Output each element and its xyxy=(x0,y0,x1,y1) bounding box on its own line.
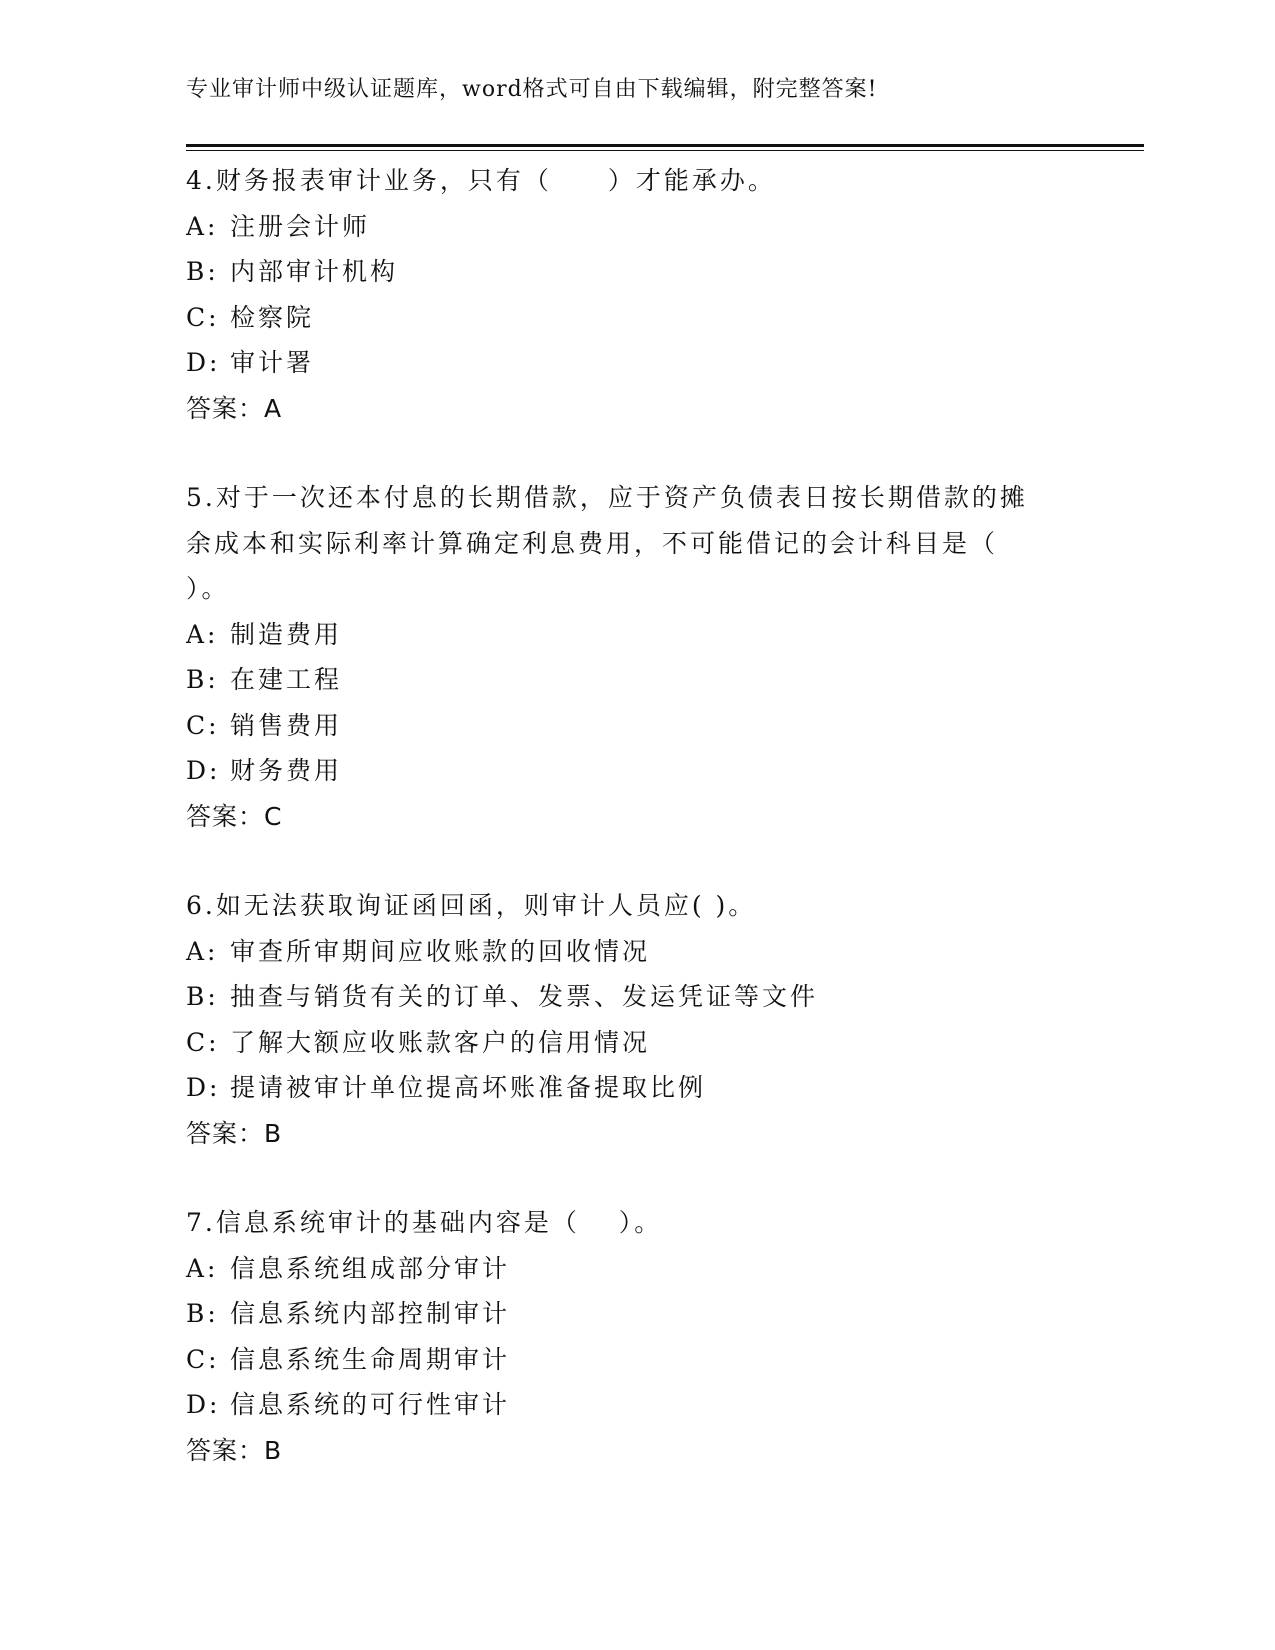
option-text: 信息系统组成部分审计 xyxy=(230,1253,511,1283)
header-rule-thin xyxy=(186,150,1144,151)
option-letter: A: xyxy=(186,211,219,241)
option-letter: A: xyxy=(186,936,219,966)
question-stem: 6.如无法获取询证函回函，则审计人员应( )。 xyxy=(186,891,757,920)
question-block xyxy=(186,883,1086,1156)
question-block xyxy=(186,158,1086,431)
question-list xyxy=(186,158,1086,1517)
option-letter: B: xyxy=(186,1299,219,1328)
question-stem: 7.信息系统审计的基础内容是（ ）。 xyxy=(186,1208,663,1237)
question-stem: 5.对于一次还本付息的长期借款，应于资产负债表日按长期借款的摊 xyxy=(186,483,1028,512)
option-row xyxy=(186,1020,1086,1066)
option-text: 检察院 xyxy=(230,302,315,332)
option-letter: D: xyxy=(186,1073,221,1102)
option-letter: B: xyxy=(186,257,219,286)
option-letter: B: xyxy=(186,982,219,1011)
option-letter: B: xyxy=(186,665,219,694)
option-letter: A: xyxy=(186,1253,219,1283)
option-text: 提请被审计单位提高坏账准备提取比例 xyxy=(230,1073,707,1102)
question-block xyxy=(186,475,1086,839)
answer-line: 答案：B xyxy=(186,1435,283,1465)
option-letter: A: xyxy=(186,619,219,649)
answer-line: 答案：A xyxy=(186,393,283,423)
option-row xyxy=(186,340,1086,386)
option-row xyxy=(186,1382,1086,1428)
answer-line: 答案：B xyxy=(186,1118,283,1148)
option-text: 在建工程 xyxy=(230,665,343,694)
option-row xyxy=(186,249,1086,295)
option-letter: D: xyxy=(186,1390,221,1419)
option-row xyxy=(186,295,1086,341)
option-text: 制造费用 xyxy=(230,619,343,649)
option-text: 信息系统内部控制审计 xyxy=(230,1299,511,1328)
question-stem: 余成本和实际利率计算确定利息费用，不可能借记的会计科目是（ xyxy=(186,528,999,558)
option-row xyxy=(186,657,1086,703)
option-text: 抽查与销货有关的订单、发票、发运凭证等文件 xyxy=(230,982,819,1011)
option-row xyxy=(186,748,1086,794)
answer-line: 答案：C xyxy=(186,801,283,831)
option-row xyxy=(186,703,1086,749)
option-text: 注册会计师 xyxy=(230,211,371,241)
option-letter: D: xyxy=(186,756,221,785)
option-letter: C: xyxy=(186,302,220,332)
page-header: 专业审计师中级认证题库，word格式可自由下载编辑，附完整答案! xyxy=(186,77,878,102)
option-letter: C: xyxy=(186,1344,220,1374)
question-block xyxy=(186,1200,1086,1473)
option-text: 信息系统的可行性审计 xyxy=(230,1390,511,1419)
option-text: 审计署 xyxy=(230,348,315,377)
option-row xyxy=(186,204,1086,250)
option-text: 了解大额应收账款客户的信用情况 xyxy=(230,1027,651,1057)
option-text: 内部审计机构 xyxy=(230,257,399,286)
option-row xyxy=(186,612,1086,658)
option-row xyxy=(186,1337,1086,1383)
question-stem: 4.财务报表审计业务，只有（ ）才能承办。 xyxy=(186,166,776,195)
option-row xyxy=(186,929,1086,975)
option-text: 审查所审期间应收账款的回收情况 xyxy=(230,936,651,966)
option-text: 财务费用 xyxy=(230,756,343,785)
header-rule-thick xyxy=(186,144,1144,147)
option-letter: D: xyxy=(186,348,221,377)
option-letter: C: xyxy=(186,1027,220,1057)
option-row xyxy=(186,974,1086,1020)
option-row xyxy=(186,1291,1086,1337)
option-letter: C: xyxy=(186,710,220,740)
option-row xyxy=(186,1065,1086,1111)
option-text: 信息系统生命周期审计 xyxy=(230,1344,511,1374)
option-text: 销售费用 xyxy=(230,710,343,740)
question-stem: ）。 xyxy=(186,574,230,603)
option-row xyxy=(186,1246,1086,1292)
